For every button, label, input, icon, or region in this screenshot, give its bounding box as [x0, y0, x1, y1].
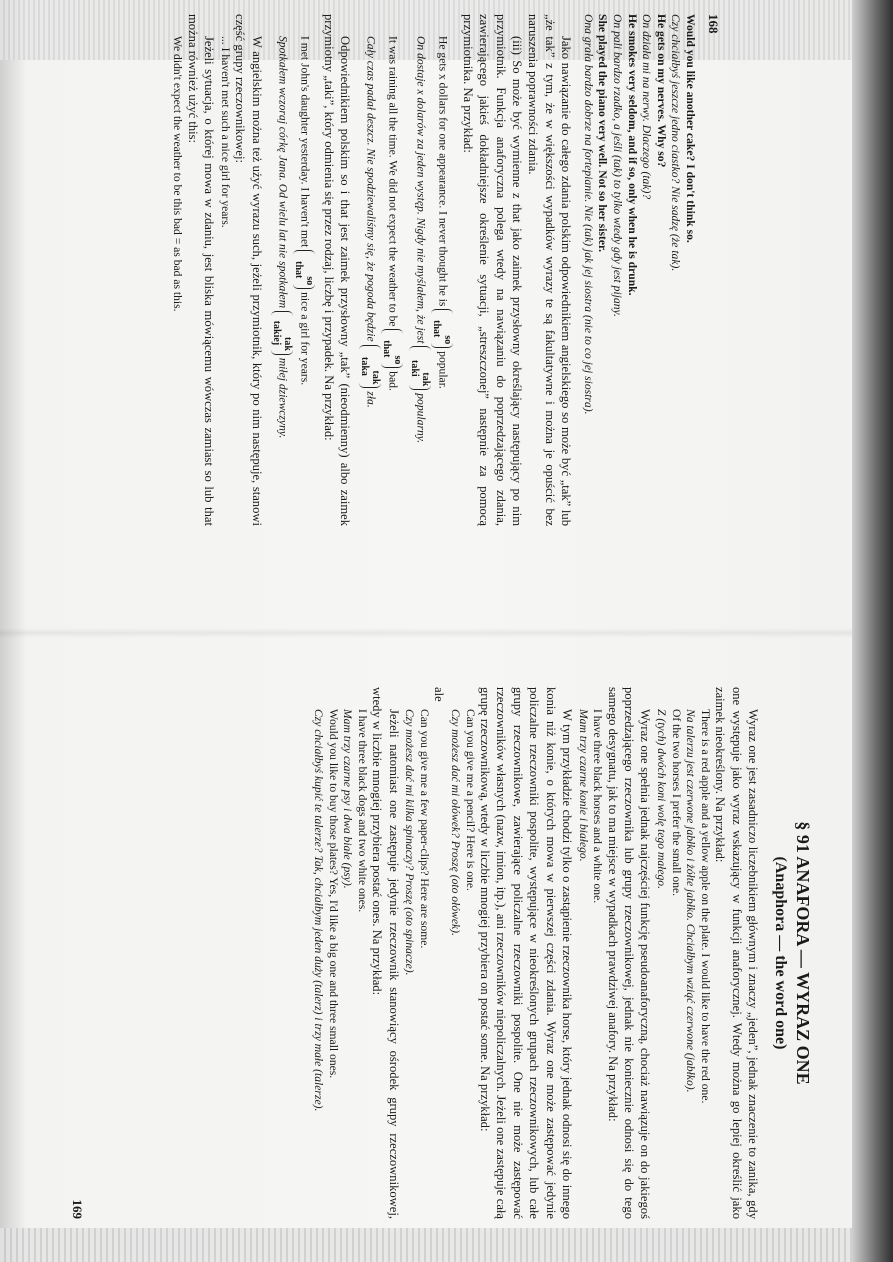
example-pl: Czy możesz dać mi kilka spinaczy? Proszę (oto spinacze).: [403, 709, 417, 976]
example-pl: Cały czas padał deszcz. Nie spodziewaliśmy się, że pogoda będzie tak taka zła.: [359, 36, 382, 408]
page-169: [67, 673, 827, 1233]
example-pl: On dostaje x dolarów za jeden występ. Nigdy nie myślałem, że jest tak taki popularny.: [409, 36, 432, 444]
example-en: He gets on my nerves. Why so?: [654, 14, 668, 168]
example-en: Would you like another cake? I don't think so.: [684, 14, 697, 243]
choice-bracket: tak taka: [359, 345, 381, 389]
example-pl: Z (tych) dwóch koni wolę tego małego.: [655, 709, 668, 889]
choice-bracket: so that: [381, 329, 403, 368]
paragraph: (iii) So może być wymienne z that jako zaimek przysłowny określający następujący po nim przymiotnik. Funkcja anaforyczna polega wtedy na nawiązaniu do poprzedzającego zdania, zawierającego jakieś dokładniejsze określenie sytuacji, „streszczonej” następnie za pomocą przymiotnika. Na przykład:: [460, 14, 525, 526]
paragraph: Odpowiednikiem polskim so i that jest zaimek przysłowny „tak” (nieodmienny) albo zaimek przymiotny „taki”, który odmienia się przez rodzaj, liczbę i przypadek. Na przykład:: [322, 14, 353, 526]
example-pl: Czy możesz dać mi ołówek? Proszę (oto ołówek).: [448, 709, 462, 936]
paragraph: Jako nawiązanie do całego zdania polskim odpowiednikiem angielskiego so może być „tak” lub „że tak” z tym, że w większości wypadków wyrazy te są fakultatywne i można je opuścić bez naruszenia poprawności zdania.: [526, 14, 574, 526]
example-en: She played the piano very well. Not so her sister.: [596, 14, 610, 252]
example-pl: On pali bardzo rzadko, a jeśli (tak) to tylko wtedy gdy jest pijany.: [611, 14, 625, 317]
section-title: § 91 ANAFORA — WYRAZ ONE: [793, 821, 813, 1085]
example-en: Can you give me a few paper-clips? Here are some.: [417, 709, 431, 949]
example-en: Would you like to buy those plates? Yes, I'd like a big one and three small ones.: [326, 709, 340, 1079]
conjunction-ale: ale: [432, 687, 447, 702]
example-en: He gets x dollars for one appearance. I never thought he is so that popular.: [431, 36, 454, 389]
book-spine-shadow: [852, 0, 893, 1262]
example-en: Of the two horses I prefer the small one.: [669, 709, 683, 897]
example-pl: Mam trzy czarne psy i dwa białe (psy).: [341, 709, 355, 889]
example-en: I met John's daughter yesterday. I haven't met so that nice a girl for years.: [292, 36, 315, 386]
example-pl: Czy chciałbyś kupić te talerze? Tak, chciałbym jeden duży (talerz) i trzy małe (talerze).: [312, 709, 326, 1112]
paragraph: Wyraz one spełnia jednak najczęściej funkcję pseudoanaforyczną, chociaż nawiązuje on do jakiegoś poprzedzającego rzeczownika lub grupy rzeczownikowej, jednak nie koniecznie odnosi się do tego samego desygnatu, jak to ma miejsce w wypadkach prawdziwej anafory. Na przykład:: [605, 687, 653, 1219]
choice-bracket: tak takiej: [271, 311, 293, 355]
example-en: We didn't expect the weather to be this bad = as bad as this.: [171, 36, 185, 312]
page-number: 169: [70, 1199, 85, 1219]
example-en: I have three black horses and a white one.: [591, 709, 605, 904]
example-en: Can you give me a pencil? Here is one.: [463, 709, 477, 891]
example-en: It was raining all the time. We did not expect the weather to be so that bad.: [381, 36, 404, 391]
example-en: He smokes very seldom, and if so, only when he is drunk.: [625, 14, 639, 296]
example-en: There is a red apple and a yellow apple on the plate. I would like to have the red one.: [698, 709, 712, 1104]
paragraph: Wyraz one jest zasadniczo liczebnikiem głównym i znaczy „jeden”, jednak znaczenie to zanika, gdy one występuje jako wyraz wskazujący w funkcji anaforycznej. Wtedy można go lepiej określić jako zaimek nieokreślony. Na przykład:: [713, 687, 760, 1219]
example-pl: Czy chciałbyś jeszcze jedno ciastko? Nie sadzę (że tak).: [669, 14, 683, 272]
example-pl: Mam trzy czarne konie i białego.: [576, 709, 590, 862]
paragraph: Jeżeli sytuacja, o której mowa w zdaniu, jest bliska mówiącemu wówczas zamiast so lub that można również użyć this:: [185, 14, 217, 526]
book-gutter: [0, 628, 893, 638]
example-pl: Na talerzu jest czerwone jabłko i żółte jabłko. Chciałbym wziąć czerwone (jabłko).: [684, 709, 698, 1093]
example-pl: On działa mi na nerwy. Dlaczego (tak)?: [640, 14, 654, 200]
scan-bottom-edge: [0, 1228, 893, 1262]
examples-so-block: [580, 14, 697, 526]
example-pl: Ona grała bardzo dobrze na fortepianie. Nie (tak) jak jej siostra (nie to co jej siostra).: [581, 14, 595, 415]
example-pl: Spotkałem wczoraj córkę Jana. Od wielu lat nie spotkałem tak takiej miłej dziewczyny.: [270, 36, 293, 439]
paragraph: W angielskim można też użyć wyrazu such, jeżeli przymiotnik, który po nim następuje, stanowi część grupy rzeczownikowej:: [233, 14, 264, 526]
paragraph: Jeżeli natomiast one zastępuje jedynie rzeczownik stanowiący ośrodek grupy rzeczownikowej, wtedy w liczbie mnogiej przybiera postać ones. Na przykład:: [370, 687, 401, 1219]
page-number: 168: [706, 14, 721, 34]
page-168: [0, 0, 721, 540]
choice-bracket: tak taki: [409, 346, 431, 390]
paragraph: W tym przykładzie chodzi tylko o zastąpienie rzeczownika horse, który jednak odnosi się do innego konia niż konie, o których mowa w pierwszej części zdania. Wyraz one może zastępować jedynie policzalne rzeczowniki pospolite, występujące w nieokreślonych grupach rzeczownikowych, lub całe grupy rzeczownikowe, zawierające policzalne rzeczowniki pospolite. One nie może zastępować rzeczowników własnych (nazw, imion, itp.), ani rzeczowników niepoliczalnych. Jeżeli one zastępuje całą grupę rzeczownikową, wtedy w liczbie mnogiej przybiera on postać some. Na przykład:: [477, 687, 574, 1219]
example-en: ... I haven't met such a nice girl for years.: [218, 36, 232, 228]
choice-bracket: so that: [431, 309, 453, 348]
example-en: I have three black dogs and two white ones.: [355, 709, 369, 913]
choice-bracket: so that: [293, 250, 315, 289]
section-subtitle: (Anaphora — the word one): [772, 856, 789, 1050]
